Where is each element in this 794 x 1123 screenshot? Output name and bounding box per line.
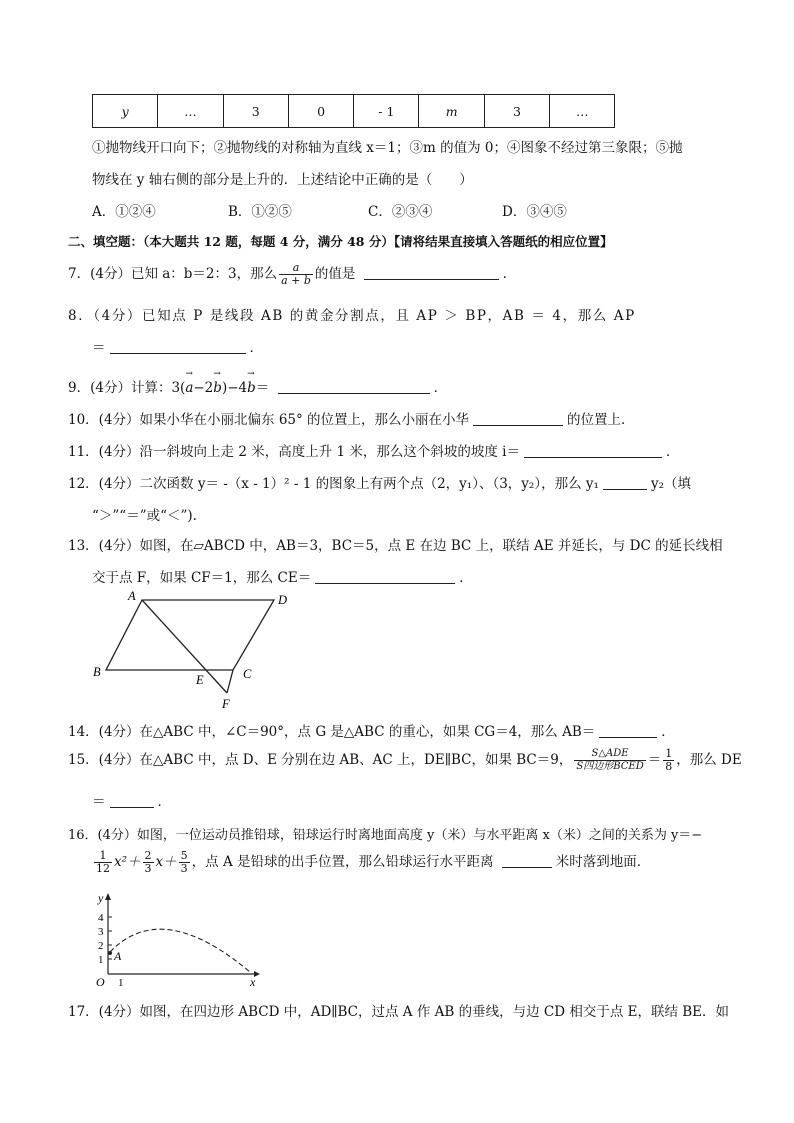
- answer-blank: [110, 352, 246, 354]
- question-13-line2: 交于点 F，如果 CF＝1，那么 CE＝ ．: [92, 570, 473, 586]
- q7-text: 7．(4分）已知 a：b＝2：3，那么: [68, 266, 278, 282]
- label-a: A: [114, 949, 122, 963]
- value-table: [92, 94, 615, 128]
- answer-blank: [524, 456, 662, 458]
- vector-b: → b: [247, 380, 256, 396]
- answer-blank: [110, 806, 154, 808]
- q7-text-post: 的值是: [314, 266, 356, 282]
- table-cell: m: [419, 95, 484, 128]
- answer-blank: [603, 488, 647, 490]
- section-heading: 二、填空题：（本大题共 12 题，每题 4 分，满分 48 分）【请将结果直接填入答题纸的相应位置】: [68, 234, 613, 249]
- answer-blank: [473, 424, 563, 426]
- table-cell: …: [158, 95, 223, 128]
- q12-line2: “＞”“＝”或“＜”).: [92, 508, 197, 524]
- q13-line1: 13．(4分）如图，在▱ABCD 中，AB＝3，BC＝5，点 E 在边 BC 上，联结 AE 并延长，与 DC 的延长线相: [68, 538, 723, 554]
- y-tick-2: 2: [98, 940, 104, 952]
- vector-a: → a: [185, 380, 193, 396]
- q7-fraction: $\frac{a}{a + b}$: [281, 261, 311, 287]
- line-ae-extended: [142, 600, 227, 693]
- answer-blank: [278, 392, 430, 394]
- area-ratio-fraction: $\frac{\text{S△ADE}}{\text{S四边形BCED}}$: [576, 748, 644, 772]
- q6-line2: 物线在 y 轴右侧的部分是上升的．上述结论中正确的是（ ）: [92, 172, 473, 188]
- question-8-line2: ＝ ．: [92, 340, 263, 356]
- vector-b: → b: [213, 380, 222, 396]
- label-c: C: [243, 667, 252, 681]
- q16-line1: 16．(4分）如图，一位运动员推铅球，铅球运行时离地面高度 y（米）与水平距离 x（米）之间的关系为 y＝−: [68, 828, 703, 843]
- coef-fraction: $\frac{5}{3}$: [180, 849, 188, 875]
- q6-option-c: C．②③④: [368, 204, 433, 220]
- question-12-line1: 12．(4分）二次函数 y＝ -（x - 1）² - 1 的图象上有两个点（2，y₁）、（3，y₂），那么 y₁ y₂（填: [68, 476, 691, 492]
- question-14: 14．(4分）在△ABC 中，∠C＝90°，点 G 是△ABC 的重心，如果 CG＝4，那么 AB＝ ．: [68, 724, 675, 740]
- q6-line1: ①抛物线开口向下；②抛物线的对称轴为直线 x＝1；③m 的值为 0；④图象不经过第三象限；⑤抛: [92, 140, 683, 156]
- ratio-value-fraction: $\frac{1}{8}$: [665, 747, 673, 773]
- coef-fraction: $\frac{1}{12}$: [96, 849, 110, 875]
- answer-blank: [315, 582, 455, 584]
- question-10: 10．(4分）如果小华在小丽北偏东 65° 的位置上，那么小丽在小华 的位置上．: [68, 412, 635, 428]
- y-tick-3: 3: [98, 926, 104, 938]
- answer-blank: [599, 736, 657, 738]
- x-tick-1: 1: [118, 977, 124, 989]
- question-15-line1: 15．(4分）在△ABC 中，点 D、E 分别在边 AB、AC 上，DE∥BC，如果 BC＝9， $\frac{\text{S△ADE}}{\text{S四边形BCED}}$ ＝ $\frac{1}{8}$ ，那么 DE: [68, 747, 742, 773]
- q17-line1: 17．(4分）如图，在四边形 ABCD 中，AD∥BC，过点 A 作 AB 的垂线，与边 CD 相交于点 E，联结 BE．如: [68, 1004, 730, 1020]
- question-7: 7．(4分）已知 a：b＝2：3，那么 $\frac{a}{a + b}$ 的值是 ．: [68, 261, 517, 287]
- answer-blank: [502, 866, 552, 868]
- y-tick-4: 4: [98, 912, 104, 924]
- label-b: B: [93, 665, 101, 679]
- coef-fraction: $\frac{2}{3}$: [144, 849, 152, 875]
- table-row: [93, 95, 615, 128]
- q6-option-a: A．①②④: [92, 204, 156, 220]
- question-15-line2: ＝ ．: [92, 794, 171, 810]
- label-a: A: [128, 589, 136, 603]
- q6-option-d: D．③④⑤: [502, 204, 567, 220]
- x-label: x: [250, 975, 256, 989]
- question-16-line2: $\frac{1}{12}$ x²＋ $\frac{2}{3}$ x＋ $\frac{5}{3}$ ，点 A 是铅球的出手位置，那么铅球运行水平距离 米时落到地面．: [96, 849, 651, 875]
- line-cf: [227, 670, 233, 693]
- point-a: [108, 951, 112, 955]
- origin-label: O: [96, 975, 105, 989]
- table-cell: 0: [288, 95, 353, 128]
- label-f: F: [222, 697, 230, 711]
- table-cell: 3: [223, 95, 288, 128]
- q8-line1: 8．（4分）已知点 P 是线段 AB 的黄金分割点，且 AP ＞ BP，AB ＝ 4，那么 AP: [68, 308, 636, 324]
- table-cell: 3: [484, 95, 549, 128]
- label-e: E: [196, 673, 204, 687]
- trajectory-curve: [110, 929, 250, 972]
- question-9: 9．(4分）计算：3(→ a−2→ b)−4→ b＝ ．: [68, 376, 447, 396]
- q6-option-b: B．①②⑤: [228, 204, 292, 220]
- label-d: D: [278, 593, 288, 607]
- y-axis-arrow: [105, 893, 111, 900]
- trajectory-graph: [92, 888, 272, 992]
- table-cell: …: [550, 95, 615, 128]
- y-label: y: [98, 891, 104, 905]
- answer-blank: [364, 278, 499, 280]
- parallelogram-abcd: [106, 600, 274, 670]
- question-11: 11．(4分）沿一斜坡向上走 2 米，高度上升 1 米，那么这个斜坡的坡度 i＝ ．: [68, 444, 680, 460]
- table-cell: y: [93, 95, 158, 128]
- y-tick-1: 1: [98, 954, 104, 966]
- parallelogram-figure: [88, 588, 298, 716]
- table-cell: - 1: [354, 95, 419, 128]
